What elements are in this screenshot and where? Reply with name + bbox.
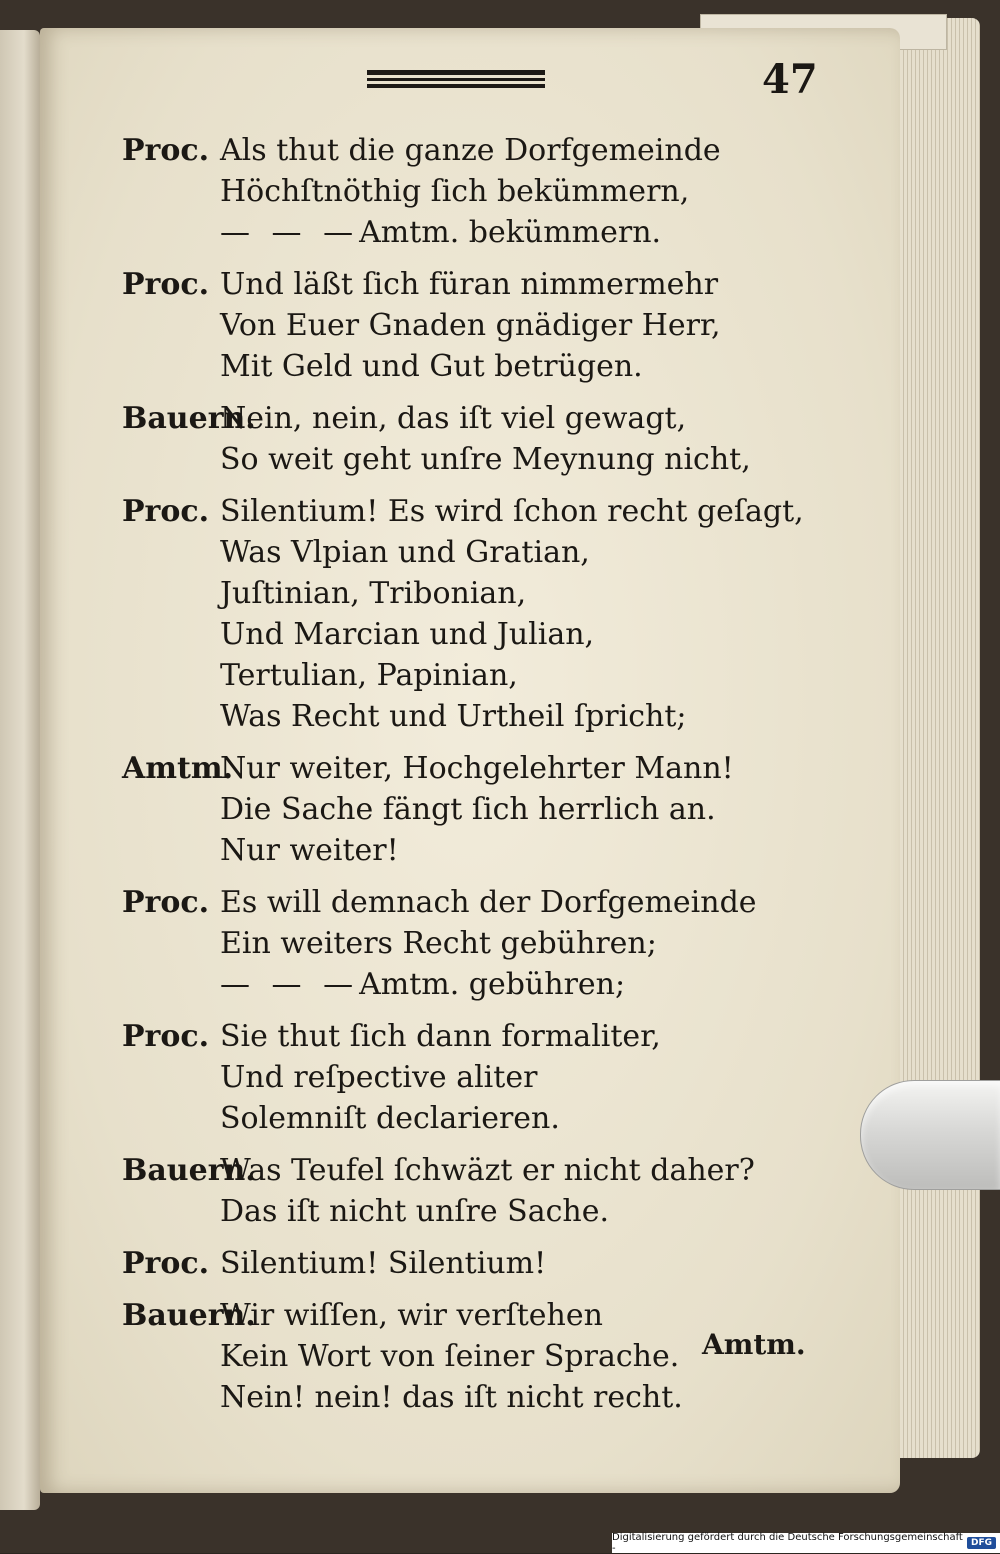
echo-text: Amtm. gebühren; xyxy=(359,967,626,1002)
previous-page-edge xyxy=(0,30,40,1510)
echo-dashes: — — — xyxy=(220,215,360,250)
verse-line xyxy=(122,130,822,171)
verse-text: Nur weiter! xyxy=(220,833,399,868)
catchword: Amtm. xyxy=(702,1328,806,1361)
verse-text: Silentium! Es wird ſchon recht geſagt, xyxy=(220,494,804,529)
speaker-label: Proc. xyxy=(122,885,210,920)
speech-7 xyxy=(122,1016,822,1139)
verse-line xyxy=(122,1243,822,1284)
verse-text: Solemniſt declarieren. xyxy=(220,1101,560,1136)
verse-text: Nur weiter, Hochgelehrter Mann! xyxy=(220,751,734,786)
page-block-edges xyxy=(888,18,980,1458)
verse-line xyxy=(122,1098,822,1139)
verse-text: Nein! nein! das iſt nicht recht. xyxy=(220,1380,683,1415)
verse-text: Wir wiſſen, wir verſtehen xyxy=(220,1298,603,1333)
verse-text: Was Recht und Urtheil ſpricht; xyxy=(220,699,687,734)
verse-line xyxy=(122,264,822,305)
page-clip-icon xyxy=(860,1080,1000,1190)
verse-line xyxy=(122,1016,822,1057)
speech-5 xyxy=(122,748,822,871)
speaker-label: Bauern. xyxy=(122,1298,256,1333)
verse-line xyxy=(122,789,822,830)
speaker-label: Amtm. xyxy=(122,751,234,786)
verse-line xyxy=(122,398,822,439)
verse-text: Was Vlpian und Gratian, xyxy=(220,535,590,570)
verse-line xyxy=(122,1057,822,1098)
verse-line xyxy=(122,882,822,923)
verse-line xyxy=(122,830,822,871)
verse-text: Als thut die ganze Dorfgemeinde xyxy=(220,133,721,168)
echo-line xyxy=(122,964,822,1005)
verse-line xyxy=(122,573,822,614)
echo-line xyxy=(122,212,822,253)
verse-text: So weit geht unſre Meynung nicht, xyxy=(220,442,751,477)
verse-line xyxy=(122,748,822,789)
speech-4 xyxy=(122,491,822,737)
speech-3 xyxy=(122,398,822,480)
verse-line xyxy=(122,532,822,573)
verse-text: Die Sache fängt ſich herrlich an. xyxy=(220,792,716,827)
dfg-logo-icon: DFG xyxy=(967,1537,996,1549)
verse-line xyxy=(122,305,822,346)
speaker-label: Proc. xyxy=(122,494,210,529)
verse-text: Was Teufel ſchwäzt er nicht daher? xyxy=(220,1153,755,1188)
page-number: 47 xyxy=(762,56,818,103)
speaker-label: Proc. xyxy=(122,267,210,302)
verse-text: Kein Wort von ſeiner Sprache. xyxy=(220,1339,680,1374)
verse-text: Juſtinian, Tribonian, xyxy=(220,576,527,611)
verse-text: Das iſt nicht unſre Sache. xyxy=(220,1194,610,1229)
speech-2 xyxy=(122,264,822,387)
verse-text: Silentium! Silentium! xyxy=(220,1246,547,1281)
verse-text: Ein weiters Recht gebühren; xyxy=(220,926,657,961)
verse-text: Und läßt ſich füran nimmermehr xyxy=(220,267,719,302)
speaker-label: Proc. xyxy=(122,1246,210,1281)
echo-text: Amtm. bekümmern. xyxy=(359,215,662,250)
verse-line xyxy=(122,696,822,737)
verse-line xyxy=(122,1191,822,1232)
verse-text: Sie thut ſich dann formaliter, xyxy=(220,1019,661,1054)
verse-text: Von Euer Gnaden gnädiger Herr, xyxy=(220,308,721,343)
verse-text: Nein, nein, das iſt viel gewagt, xyxy=(220,401,687,436)
funding-footer xyxy=(612,1533,1000,1553)
dialogue-text xyxy=(122,130,822,1429)
verse-text: Mit Geld und Gut betrügen. xyxy=(220,349,643,384)
speaker-label: Proc. xyxy=(122,1019,210,1054)
verse-text: Und reſpective aliter xyxy=(220,1060,538,1095)
header-ornament xyxy=(367,68,545,90)
speech-1 xyxy=(122,130,822,253)
verse-line xyxy=(122,171,822,212)
speaker-label: Bauern. xyxy=(122,1153,256,1188)
speaker-label: Proc. xyxy=(122,133,210,168)
verse-line xyxy=(122,439,822,480)
verse-line xyxy=(122,346,822,387)
verse-line xyxy=(122,614,822,655)
verse-text: Es will demnach der Dorfgemeinde xyxy=(220,885,757,920)
speaker-label: Bauern. xyxy=(122,401,256,436)
verse-line xyxy=(122,655,822,696)
speech-8 xyxy=(122,1150,822,1232)
speech-6 xyxy=(122,882,822,1005)
verse-text: Tertulian, Papinian, xyxy=(220,658,518,693)
verse-line xyxy=(122,1377,822,1418)
footer-text: Digitalisierung gefördert durch die Deutsche Forschungsgemeinschaft - xyxy=(612,1532,963,1554)
verse-line xyxy=(122,923,822,964)
verse-line xyxy=(122,491,822,532)
verse-text: Und Marcian und Julian, xyxy=(220,617,595,652)
verse-text: Höchſtnöthig ſich bekümmern, xyxy=(220,174,690,209)
verse-line xyxy=(122,1150,822,1191)
speech-9 xyxy=(122,1243,822,1284)
echo-dashes: — — — xyxy=(220,967,360,1002)
